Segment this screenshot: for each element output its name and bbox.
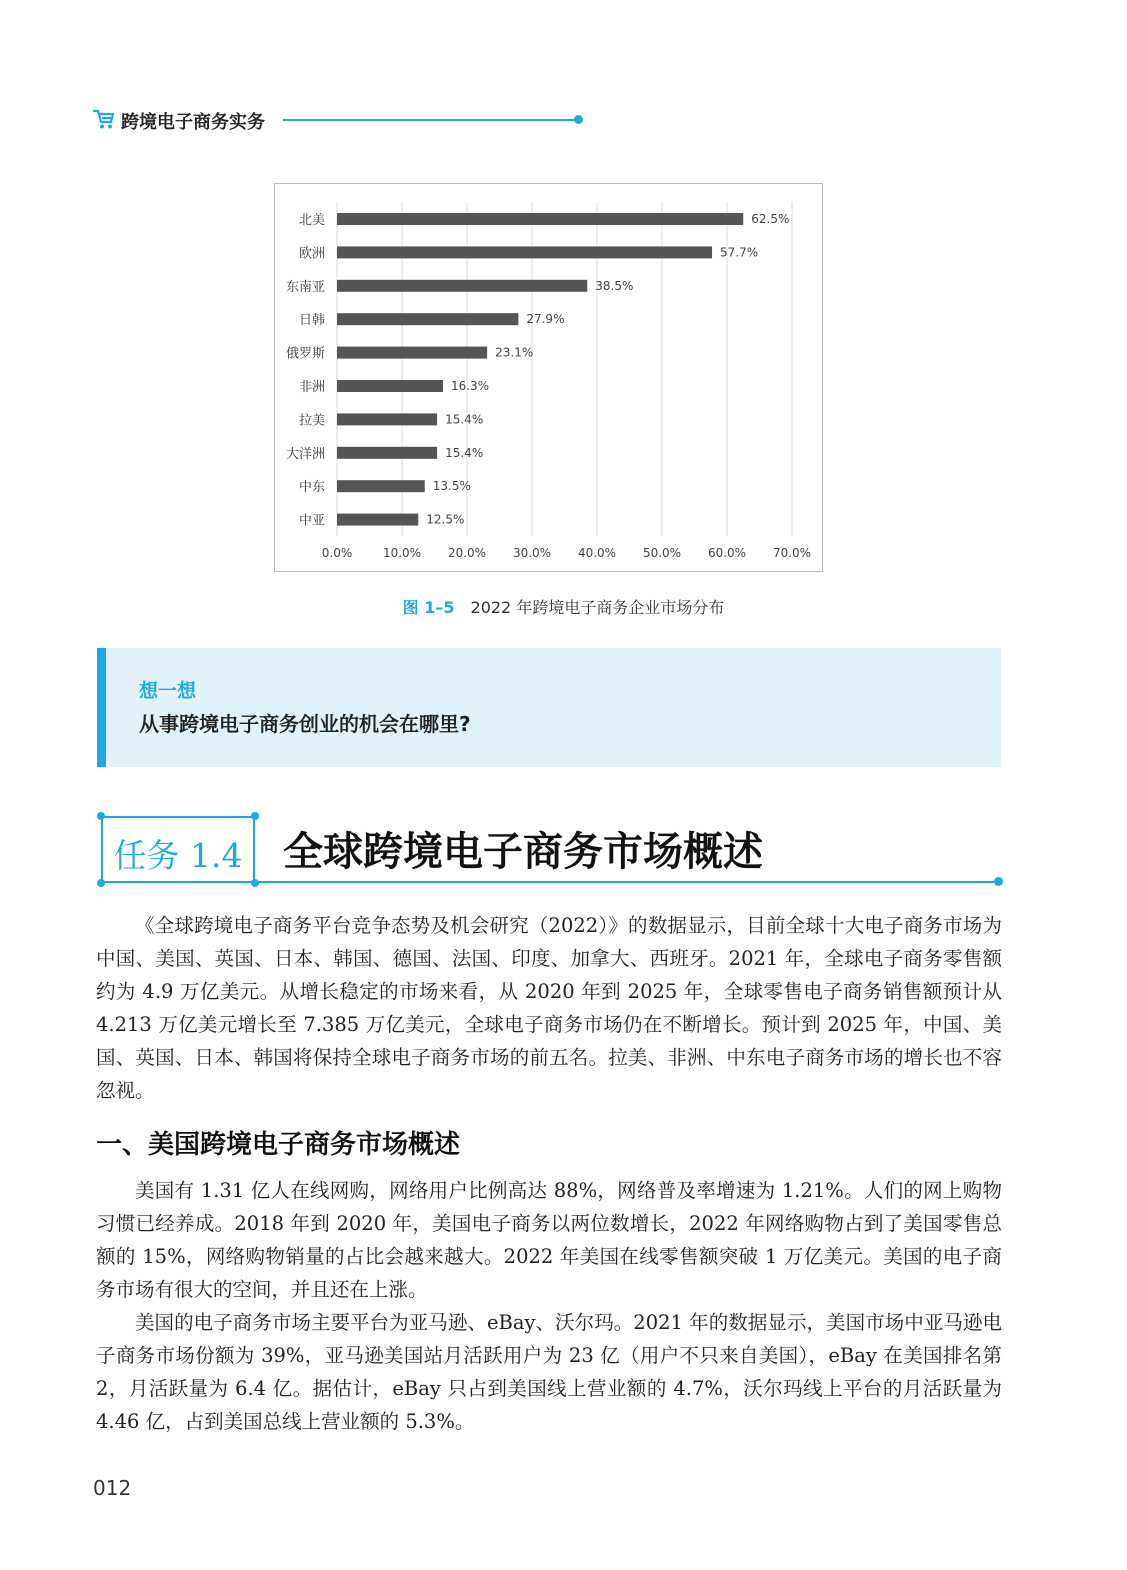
us-paragraph-2: 美国的电子商务市场主要平台为亚马逊、eBay、沃尔玛。2021 年的数据显示，美国市场中亚马逊电子商务市场份额为 39%，亚马逊美国站月活跃用户为 23 亿（用户不只来自美国），eBay 在美国排名第 2，月活跃量为 6.4 亿。据估计，eBay 只占到美国线上营业额的 4.7%，沃尔玛线上平台的月活跃量为 4.46 亿，占到美国总线上营业额的 5.3%。 [96,1311,1002,1433]
data-label: 15.4% [445,412,484,427]
bar [337,380,443,392]
category-label: 中东 [298,480,325,496]
data-label: 12.5% [426,512,465,527]
think-question: 从事跨境电子商务创业的机会在哪里? [139,712,471,736]
corner-dot [97,812,105,820]
task-label: 任务 1.4 [113,836,243,875]
x-tick-label: 0.0% [321,546,353,560]
bar [337,514,418,526]
header-rule [283,119,575,121]
category-label: 北美 [298,213,325,228]
data-label: 16.3% [450,379,490,393]
data-label: 38.5% [595,278,634,293]
us-paragraph-1: 美国有 1.31 亿人在线网购，网络用户比例高达 88%，网络普及率增速为 1.21%。人们的网上购物习惯已经养成。2018 年到 2020 年，美国电子商务以两位数增长，2022 年网络购物占到了美国零售总额的 15%，网络购物销量的占比会越来越大。2022 年美国在线零售额突破 1 万亿美元。美国的电子商务市场有很大的空间，并且还在上涨。 [96,1179,1002,1301]
bar [337,480,425,492]
shopping-cart-icon [93,108,115,130]
task-label-box [101,816,255,883]
think-title: 想一想 [139,680,197,702]
figure-caption [0,595,1127,618]
bar [337,246,712,258]
bar [337,313,518,325]
book-title: 跨境电子商务实务 [121,112,265,133]
running-header [93,106,593,136]
category-label: 俄罗斯 [285,346,325,362]
x-tick-label: 20.0% [447,546,487,560]
data-label: 62.5% [751,212,790,226]
category-label: 非洲 [298,380,325,395]
corner-dot [97,879,105,887]
section-title: 全球跨境电子商务市场概述 [283,829,763,875]
category-label: 欧洲 [298,246,325,262]
data-label: 15.4% [445,445,484,460]
data-label: 13.5% [432,479,471,494]
header-rule-dot [574,115,583,124]
corner-dot [251,812,259,820]
figure-number: 图 1–5 [402,598,455,617]
figure-caption-text: 2022 年跨境电子商务企业市场分布 [470,598,725,617]
data-label: 23.1% [495,345,534,360]
data-label: 57.7% [720,245,759,260]
bar [337,280,587,292]
category-label: 东南亚 [285,279,325,295]
category-label: 拉美 [298,413,325,429]
x-tick-label: 30.0% [512,546,552,560]
bar-chart [274,183,823,572]
subheading-us-market: 一、美国跨境电子商务市场概述 [96,1130,461,1160]
category-label: 中亚 [298,513,325,529]
page-number: 012 [93,1476,132,1500]
bar [337,213,743,225]
section-rule-dot [994,877,1003,886]
x-tick-label: 10.0% [382,546,422,560]
bar-chart-svg [275,184,822,571]
x-tick-label: 60.0% [707,546,747,560]
category-label: 大洋洲 [285,446,325,462]
x-tick-label: 50.0% [642,546,682,560]
data-label: 27.9% [526,312,565,327]
bar [337,413,437,425]
intro-paragraph: 《全球跨境电子商务平台竞争态势及机会研究（2022）》的数据显示，目前全球十大电子商务市场为中国、美国、英国、日本、韩国、德国、法国、印度、加拿大、西班牙。2021 年，全球电子商务零售额约为 4.9 万亿美元。从增长稳定的市场来看，从 2020 年到 2025 年，全球零售电子商务销售额预计从 4.213 万亿美元增长至 7.385 万亿美元，全球电子商务市场仍在不断增长。预计到 2025 年，中国、美国、英国、日本、韩国将保持全球电子商务市场的前五名。拉美、非洲、中东电子商务市场的增长也不容忽视。 [96,914,1002,1102]
category-label: 日韩 [298,313,325,329]
bar [337,447,437,459]
section-rule [255,881,998,883]
think-box [97,648,1001,767]
bar [337,347,487,359]
x-tick-label: 40.0% [577,546,617,560]
x-tick-label: 70.0% [772,546,812,560]
